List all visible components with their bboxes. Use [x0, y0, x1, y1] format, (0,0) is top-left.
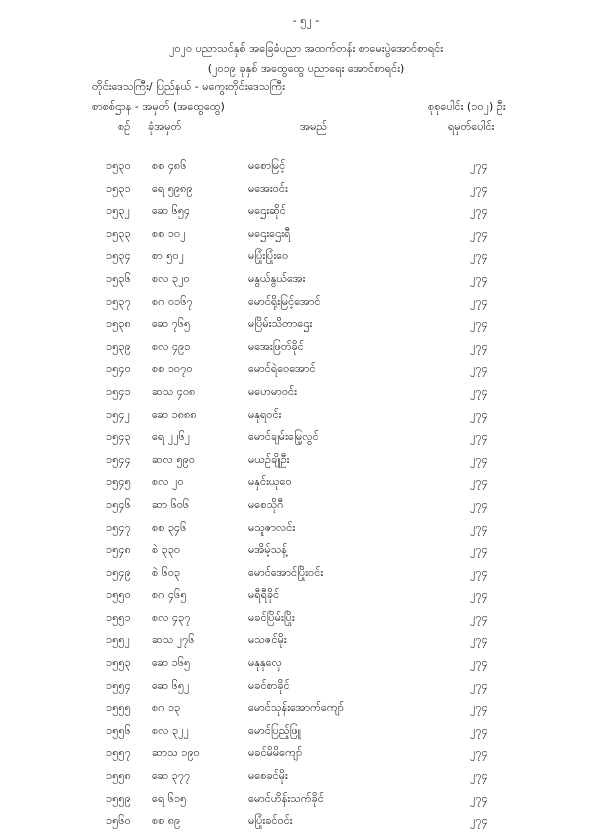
- row-reg: ဆေ ၃၇၇: [152, 769, 191, 783]
- row-name: မခင်စာခိုင်: [248, 678, 290, 692]
- row-marks: ၂၇၄: [470, 362, 488, 376]
- row-name: မစောမြင့်: [248, 159, 286, 172]
- list-item: [0, 405, 612, 428]
- list-item: [0, 359, 612, 382]
- row-name: မောင်အောင်ပြိုးဝင်း: [248, 565, 324, 579]
- header-reg: ခုံအမှတ်: [148, 120, 182, 133]
- list-item: [0, 269, 612, 292]
- row-name: မသဇင်မိုး: [248, 633, 287, 647]
- row-marks: ၂၇၄: [470, 249, 488, 263]
- region-line: တိုင်းဒေသကြီး/ ပြည်နယ် - မကွေးတိုင်းဒေသကြီး: [92, 80, 285, 93]
- header-marks: ရမှတ်ပေါင်း: [448, 120, 495, 133]
- row-no: ၁၅၅၅: [106, 701, 131, 715]
- list-item: [0, 246, 612, 269]
- row-name: မပြုံးပြုံးဝေ: [248, 249, 289, 263]
- total-count: စုစုပေါင်း (၁၀၂) ဦး: [428, 100, 506, 113]
- row-reg: ရေ ၆၁၅: [152, 791, 187, 805]
- row-name: မစေသိုဂီ: [248, 497, 284, 511]
- row-reg: ဆသ ၄၀၈: [152, 384, 196, 398]
- list-item: [0, 179, 612, 202]
- row-reg: ဆသ ၂၇၆: [152, 633, 195, 647]
- row-name: မောင်သုန်းအောက်ကျော်: [248, 701, 344, 715]
- row-no: ၁၅၄၃: [106, 430, 131, 444]
- list-item: [0, 427, 612, 450]
- row-name: မောင်ရိုးမြင့်အောင်: [248, 294, 321, 308]
- row-name: မခင်ပြိမ်းပြိုး: [248, 610, 295, 624]
- row-name: မဌေးဌေးရီ: [248, 226, 291, 240]
- row-no: ၁၅၃၂: [106, 204, 130, 218]
- row-name: မအေးဝင်း: [248, 181, 288, 195]
- row-marks: ၂၇၄: [470, 678, 488, 692]
- row-marks: ၂၇၄: [470, 430, 488, 444]
- row-reg: စစ ၁၀၂: [152, 226, 186, 240]
- header-no: စဉ်: [118, 120, 131, 133]
- row-no: ၁၅၃၆: [106, 271, 131, 285]
- row-marks: ၂၇၄: [470, 565, 488, 579]
- row-name: မအေးဖြတ်ခိုင်: [248, 339, 304, 353]
- row-marks: ၂၇၄: [470, 452, 488, 466]
- row-no: ၁၅၃၉: [106, 339, 131, 353]
- row-reg: စစ ၁၀၇၀: [152, 362, 193, 376]
- list-item: [0, 653, 612, 676]
- list-item: [0, 472, 612, 495]
- list-item: [0, 518, 612, 541]
- list-item: [0, 743, 612, 766]
- row-no: ၁၅၅၁: [106, 610, 131, 624]
- row-marks: ၂၇၄: [470, 610, 488, 624]
- row-reg: ရေ ၅၉၈၉: [152, 181, 193, 195]
- row-marks: ၂၇၄: [470, 271, 488, 285]
- row-name: မစေခင်မိုး: [248, 769, 288, 783]
- row-name: မောင်ချမ်းမြေ့လွင်: [248, 430, 319, 444]
- row-marks: ၂၇၄: [470, 475, 488, 489]
- row-no: ၁၅၃၃: [106, 226, 131, 240]
- row-reg: စဂ ၄၆၅: [152, 588, 187, 602]
- document-title: ၂၀၂၀ ပညာသင်နှစ် အခြေခံပညာ အထက်တန်း စာမေးပွဲအောင်စာရင်း: [168, 42, 444, 55]
- row-marks: ၂၇၄: [470, 543, 488, 557]
- row-marks: ၂၇၄: [470, 294, 488, 308]
- row-name: မောင်ဟိန်းသက်ခိုင်: [248, 791, 324, 805]
- list-item: [0, 292, 612, 315]
- row-marks: ၂၇၄: [470, 204, 488, 218]
- row-no: ၁၅၃၁: [106, 181, 131, 195]
- row-no: ၁၅၅၂: [106, 633, 130, 647]
- row-name: မဟေမာဝင်း: [248, 384, 297, 398]
- row-name: မောင်ပြည့်ဖြူ: [248, 723, 301, 737]
- header-name: အမည်: [300, 120, 328, 133]
- row-marks: ၂၇၄: [470, 181, 488, 195]
- list-item: [0, 630, 612, 653]
- row-no: ၁၅၄၆: [106, 497, 131, 511]
- row-no: ၁၅၃၄: [106, 249, 131, 263]
- list-item: [0, 540, 612, 563]
- row-marks: ၂၇၄: [470, 339, 488, 353]
- row-reg: စဂ ၁၃: [152, 701, 181, 715]
- row-marks: ၂၇၄: [470, 701, 488, 715]
- list-item: [0, 450, 612, 473]
- row-reg: ဆေ ၁၆၅: [152, 656, 191, 670]
- list-item: [0, 314, 612, 337]
- row-name: မဌေးဆိုင်: [248, 204, 286, 218]
- row-no: ၁၅၃၇: [106, 294, 131, 308]
- row-reg: စလ ၃၂၂: [152, 723, 189, 737]
- row-name: မနွယ်နွယ်အေး: [248, 271, 306, 285]
- row-no: ၁၅၅၈: [106, 769, 131, 783]
- row-no: ၁၅၆၀: [106, 814, 131, 828]
- row-no: ၁၅၄၅: [106, 475, 131, 489]
- row-no: ၁၅၄၉: [106, 565, 131, 579]
- document-subtitle: (၂၀၁၉ ခုနှစ် အထွေထွေ ပညာရေး အောင်စာရင်း): [207, 62, 405, 75]
- page-number: - ၅၂ -: [292, 14, 320, 27]
- row-reg: ဆေ ၁၈၈၈: [152, 407, 197, 421]
- row-name: မောင်ရဲဝေအောင်: [248, 362, 316, 376]
- row-marks: ၂၇၄: [470, 633, 488, 647]
- row-no: ၁၅၅၇: [106, 746, 131, 760]
- row-marks: ၂၇၄: [470, 317, 488, 331]
- row-reg: ဆေ ၇၆၅: [152, 317, 191, 331]
- row-reg: စဲ ၆၀၃: [152, 565, 181, 579]
- row-reg: စာ ၅၀၂: [152, 249, 184, 263]
- row-no: ၁၅၅၃: [106, 656, 131, 670]
- row-marks: ၂၇၄: [470, 384, 488, 398]
- list-item: [0, 676, 612, 699]
- list-item: [0, 495, 612, 518]
- row-reg: ဆာသ ၁၉၀: [152, 746, 200, 760]
- row-no: ၁၅၄၄: [106, 452, 131, 466]
- row-marks: ၂၇၄: [470, 814, 488, 828]
- list-item: [0, 563, 612, 586]
- row-reg: ဆလ ၅၉၀: [152, 452, 196, 466]
- row-reg: စလ ၄၃၇: [152, 610, 191, 624]
- row-no: ၁၅၅၀: [106, 588, 131, 602]
- row-no: ၁၅၄၈: [106, 543, 131, 557]
- results-list: [0, 156, 612, 834]
- row-reg: ရေ ၂၂၆၂: [152, 430, 191, 444]
- row-reg: စစ ၄၈၆: [152, 159, 187, 172]
- row-marks: ၂၇၄: [470, 588, 488, 602]
- list-item: [0, 382, 612, 405]
- list-item: [0, 721, 612, 744]
- row-name: မခင်မိမိကျော်: [248, 746, 303, 760]
- row-marks: ၂၇၄: [470, 520, 488, 534]
- row-marks: ၂၇၄: [470, 791, 488, 805]
- list-item: [0, 766, 612, 789]
- row-reg: စစ ၈၉: [152, 814, 181, 828]
- row-no: ၁၅၄၀: [106, 362, 131, 376]
- center-line: စာစစ်ဌာန - အမှတ် (အထွေထွေ): [92, 100, 225, 113]
- row-name: မရီရီခိုင်: [248, 588, 280, 602]
- row-no: ၁၅၄၂: [106, 407, 130, 421]
- row-name: မပြုံးခင်ဝင်း: [248, 814, 293, 828]
- row-no: ၁၅၅၆: [106, 723, 131, 737]
- list-item: [0, 698, 612, 721]
- row-marks: ၂၇၄: [470, 226, 488, 240]
- row-name: မပြိမ်းသိတာဌေး: [248, 317, 313, 331]
- list-item: [0, 337, 612, 360]
- row-reg: ဆာ ၆၀၆: [152, 497, 190, 511]
- list-item: [0, 608, 612, 631]
- list-item: [0, 224, 612, 247]
- row-no: ၁၅၃၀: [106, 159, 131, 172]
- list-item: [0, 201, 612, 224]
- row-marks: ၂၇၄: [470, 656, 488, 670]
- row-reg: စလ ၃၂၀: [152, 271, 190, 285]
- row-marks: ၂၇၄: [470, 159, 488, 172]
- row-reg: စဲ ၃၃၀: [152, 543, 181, 557]
- list-item: [0, 789, 612, 812]
- row-name: မယဉ်ချိုဦး: [248, 452, 290, 466]
- list-item: [0, 156, 612, 179]
- row-marks: ၂၇၄: [470, 769, 488, 783]
- row-no: ၁၅၃၈: [106, 317, 131, 331]
- row-no: ၁၅၅၉: [106, 791, 131, 805]
- row-reg: စလ ၂၀: [152, 475, 184, 489]
- list-item: [0, 585, 612, 608]
- row-no: ၁၅၄၇: [106, 520, 131, 534]
- row-name: မနုရဝင်း: [248, 407, 282, 421]
- row-reg: စဂ ၀၁၆၇: [152, 294, 193, 308]
- row-name: မနှင်းယုဝေ: [248, 475, 292, 489]
- row-name: မအိမ့်သန့်: [248, 543, 287, 557]
- row-name: မနုနုလှေ: [248, 656, 282, 670]
- row-marks: ၂၇၄: [470, 746, 488, 760]
- row-marks: ၂၇၄: [470, 407, 488, 421]
- row-reg: ဆေ ၆၅၂: [152, 678, 190, 692]
- row-no: ၁၅၄၁: [106, 384, 131, 398]
- row-name: မသူဇာလင်း: [248, 520, 296, 534]
- row-marks: ၂၇၄: [470, 497, 488, 511]
- row-reg: စစ ၃၄၆: [152, 520, 187, 534]
- row-reg: ဆေ ၆၅၄: [152, 204, 191, 218]
- row-no: ၁၅၅၄: [106, 678, 131, 692]
- list-item: [0, 811, 612, 834]
- row-marks: ၂၇၄: [470, 723, 488, 737]
- row-reg: စလ ၄၉၁: [152, 339, 191, 353]
